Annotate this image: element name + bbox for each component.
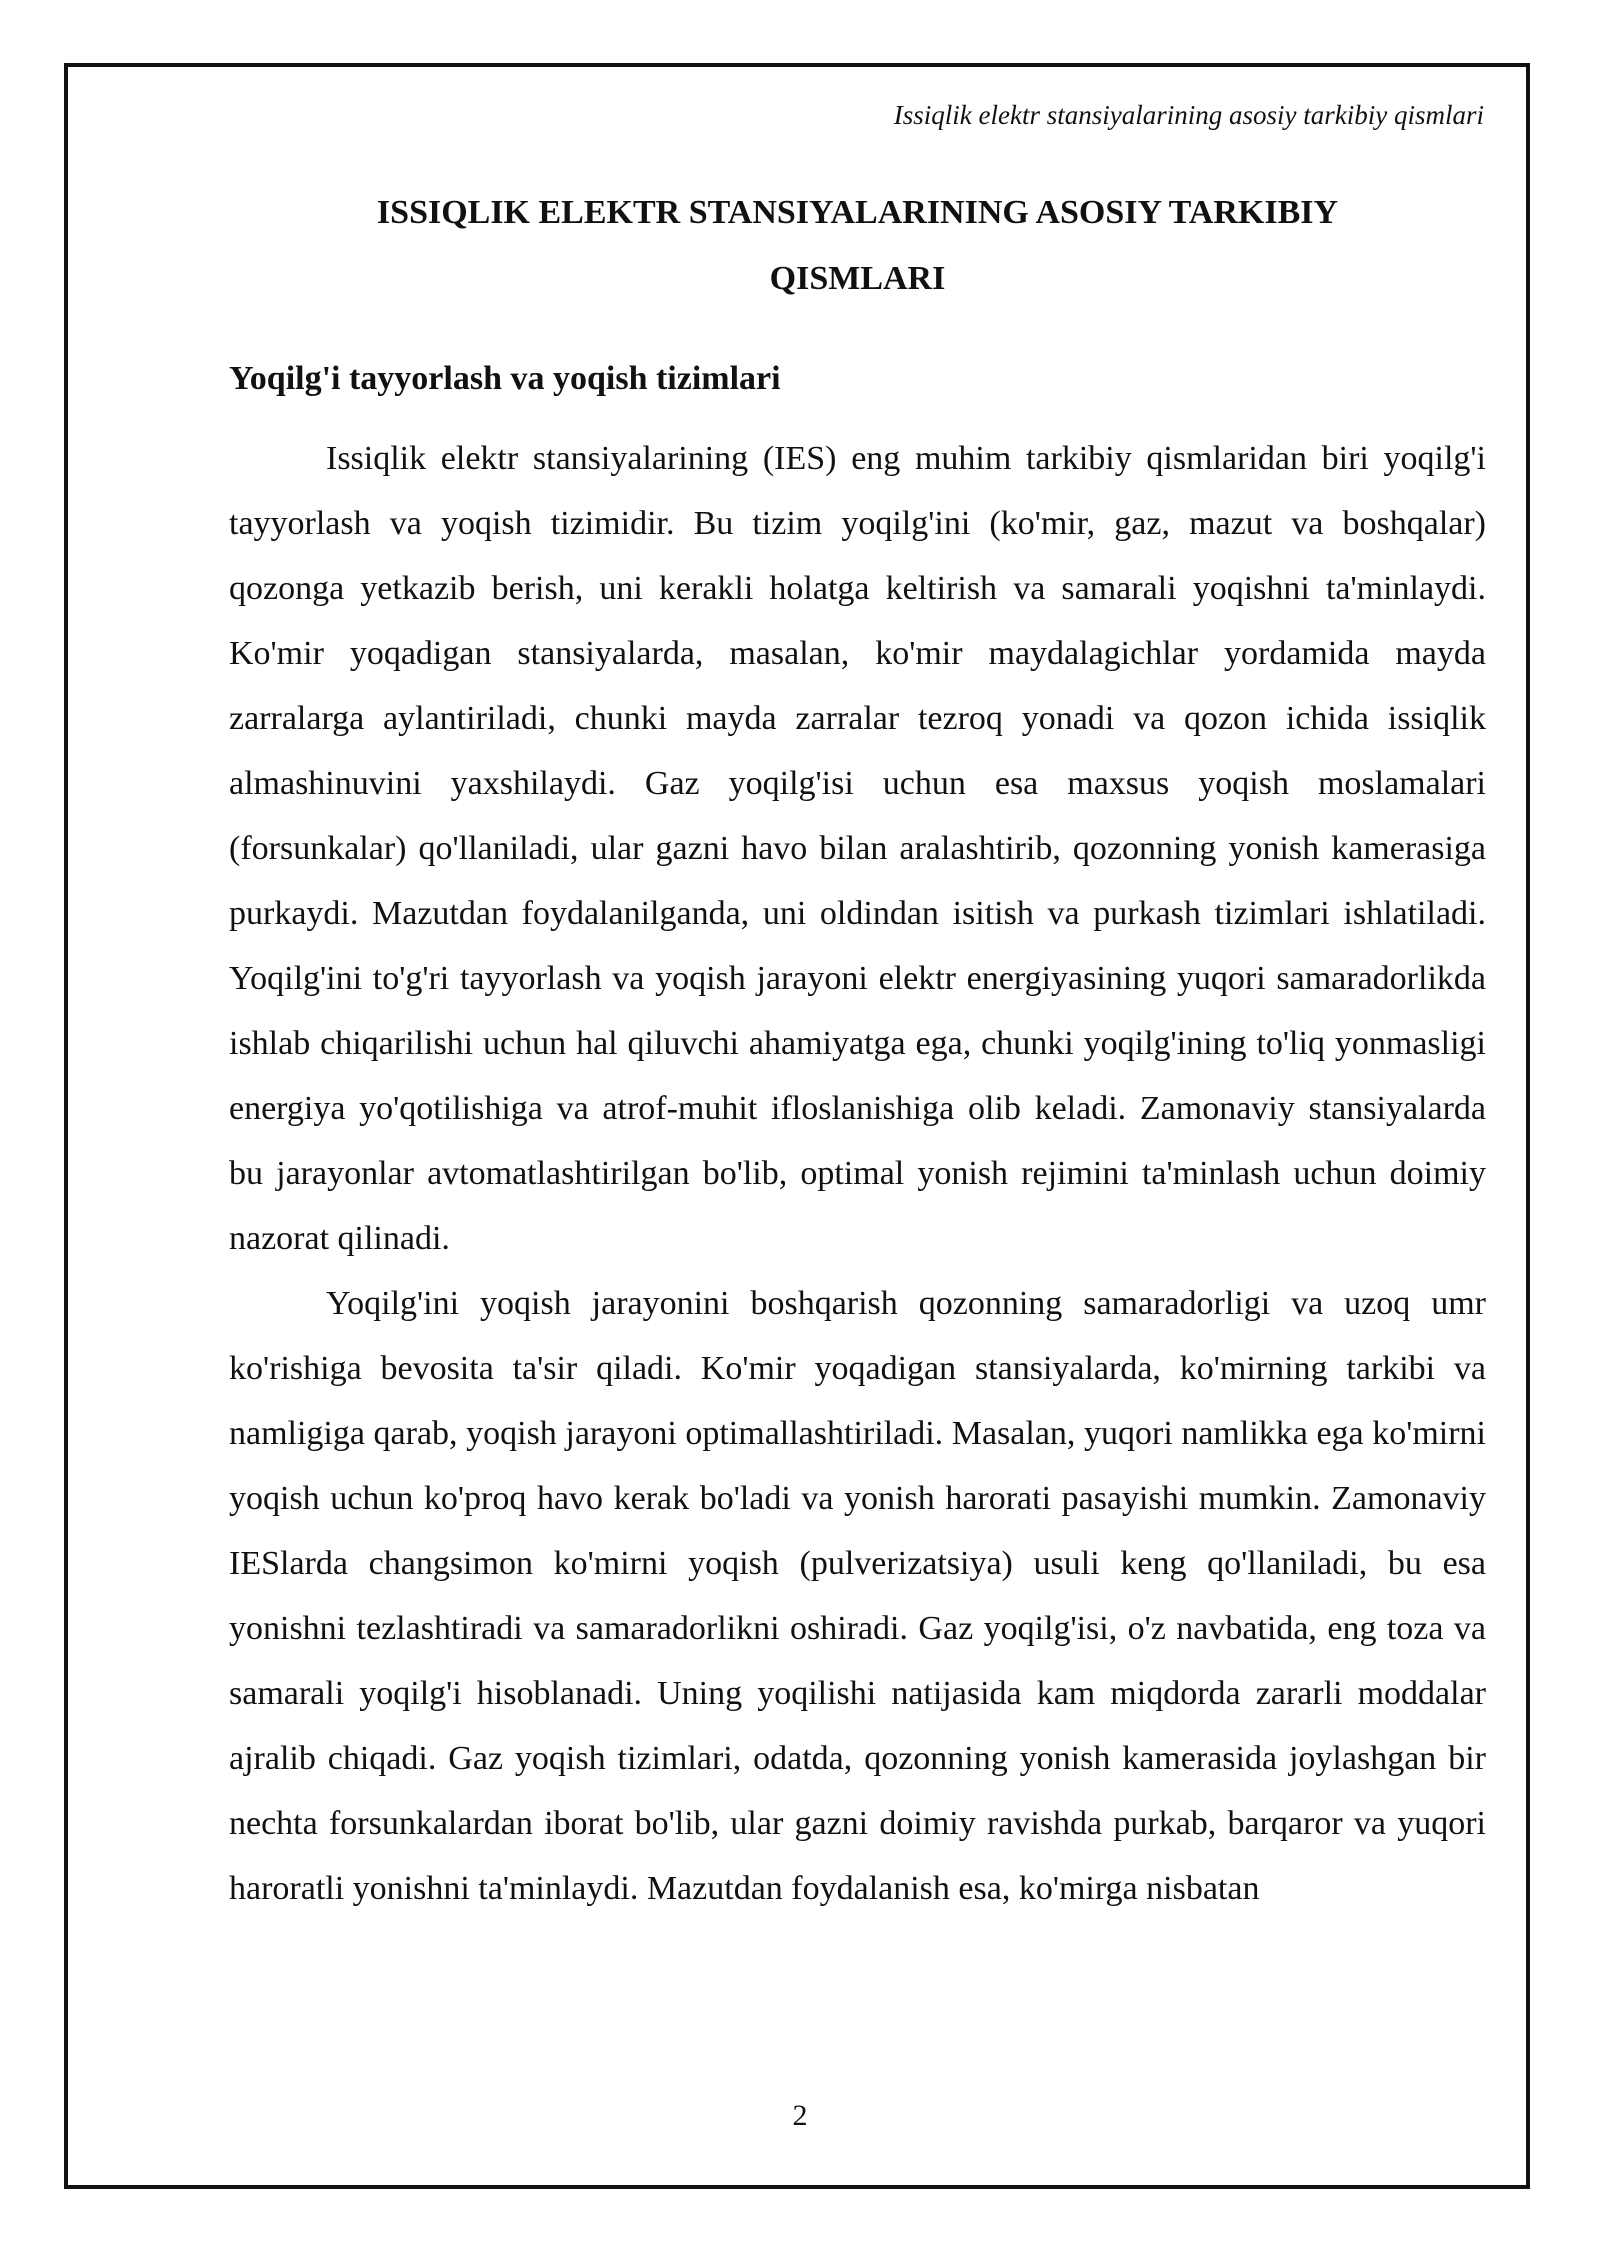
body-paragraph-1: Issiqlik elektr stansiyalarining (IES) eng muhim tarkibiy qismlaridan biri yoqilg'i tayyorlash va yoqish tizimidir. Bu tizim yoqilg'ini (ko'mir, gaz, mazut va boshqalar) qozonga yetkazib berish, uni kerakli holatga keltirish va samarali yoqishni ta'minlaydi. Ko'mir yoqadigan stansiyalarda, masalan, ko'mir maydalagichlar yordamida mayda zarralarga aylantiriladi, chunki mayda zarralar tezroq yonadi va qozon ichida issiqlik almashinuvini yaxshilaydi. Gaz yoqilg'isi uchun esa maxsus yoqish moslamalari (forsunkalar) qo'llaniladi, ular gazni havo bilan aralashtirib, qozonning yonish kamerasiga purkaydi. Mazutdan foydalanilganda, uni oldindan isitish va purkash tizimlari ishlatiladi. Yoqilg'ini to'g'ri tayyorlash va yoqish jarayoni elektr energiyasining yuqori samaradorlikda ishlab chiqarilishi uchun hal qiluvchi ahamiyatga ega, chunki yoqilg'ining to'liq yonmasligi energiya yo'qotilishiga va atrof-muhit ifloslanishiga olib keladi. Zamonaviy stansiyalarda bu jarayonlar avtomatlashtirilgan bo'lib, optimal yonish rejimini ta'minlash uchun doimiy nazorat qilinadi. [229, 440, 1486, 1257]
document-title-line-2: QISMLARI [769, 260, 946, 297]
page-content [229, 180, 1486, 1921]
body-paragraph-2: Yoqilg'ini yoqish jarayonini boshqarish qozonning samaradorligi va uzoq umr ko'rishiga bevosita ta'sir qiladi. Ko'mir yoqadigan stansiyalarda, ko'mirning tarkibi va namligiga qarab, yoqish jarayoni optimallashtiriladi. Masalan, yuqori namlikka ega ko'mirni yoqish uchun ko'proq havo kerak bo'ladi va yonish harorati pasayishi mumkin. Zamonaviy IESlarda changsimon ko'mirni yoqish (pulverizatsiya) usuli keng qo'llaniladi, bu esa yonishni tezlashtiradi va samaradorlikni oshiradi. Gaz yoqilg'isi, o'z navbatida, eng toza va samarali yoqilg'i hisoblanadi. Uning yoqilishi natijasida kam miqdorda zararli moddalar ajralib chiqadi. Gaz yoqish tizimlari, odatda, qozonning yonish kamerasida joylashgan bir nechta forsunkalardan iborat bo'lib, ular gazni doimiy ravishda purkab, barqaror va yuqori haroratli yonishni ta'minlaydi. Mazutdan foydalanish esa, ko'mirga nisbatan [229, 1285, 1486, 1907]
section-heading: Yoqilg'i tayyorlash va yoqish tizimlari [229, 360, 781, 397]
document-title [229, 180, 1486, 312]
running-header: Issiqlik elektr stansiyalarining asosiy tarkibiy qismlari [893, 100, 1484, 130]
page-number: 2 [792, 2099, 808, 2132]
document-title-line-1: ISSIQLIK ELEKTR STANSIYALARINING ASOSIY TARKIBIY [376, 194, 1339, 231]
